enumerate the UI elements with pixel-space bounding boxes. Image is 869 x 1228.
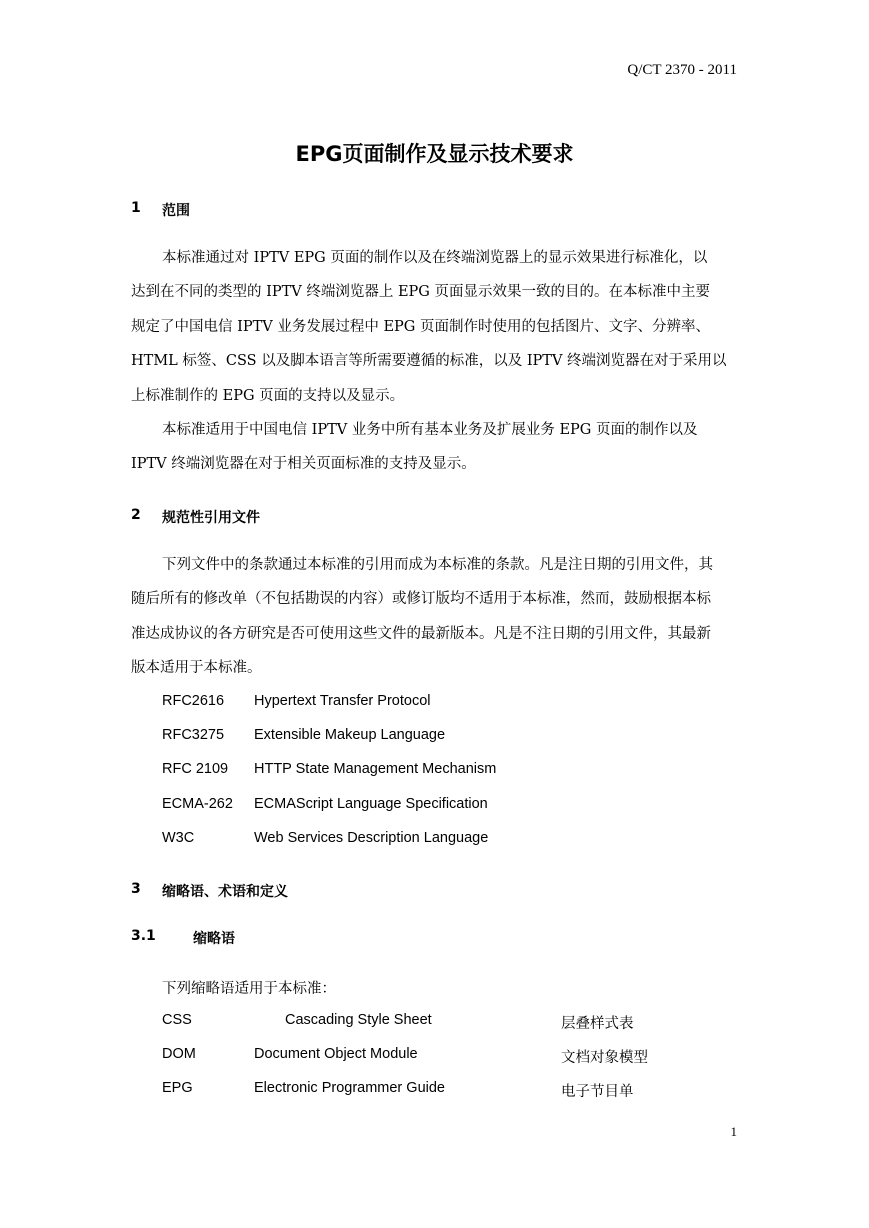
text-line: 随后所有的修改单（不包括勘误的内容）或修订版均不适用于本标准，然而，鼓励根据本标 <box>131 591 711 608</box>
abbreviation-code: EPG <box>162 1080 193 1096</box>
text-line: 本标准适用于中国电信 IPTV 业务中所有基本业务及扩展业务 EPG 页面的制作以及 <box>162 422 698 438</box>
reference-code: RFC 2109 <box>162 761 229 777</box>
abbreviation-chinese-name: 文档对象模型 <box>561 1050 648 1066</box>
reference-title: Web Services Description Language <box>254 830 489 846</box>
standard-id: Q/CT 2370 - 2011 <box>627 62 737 78</box>
reference-code: RFC2616 <box>162 693 225 709</box>
text-line: 上标准制作的 EPG 页面的支持以及显示。 <box>131 387 405 404</box>
section-3-1-title: 缩略语 <box>193 931 235 947</box>
abbreviation-chinese-name: 层叠样式表 <box>561 1016 634 1032</box>
text-line: 下列文件中的条款通过本标准的引用而成为本标准的条款。凡是注日期的引用文件，其 <box>162 557 713 573</box>
text-line: HTML 标签、CSS 以及脚本语言等所需要遵循的标准，以及 IPTV 终端浏览器在对于采用以 <box>131 353 727 370</box>
section-2-number: 2 <box>131 507 141 523</box>
text-line: IPTV 终端浏览器在对于相关页面标准的支持及显示。 <box>131 456 476 473</box>
reference-title: Extensible Makeup Language <box>254 727 446 743</box>
section-1-number: 1 <box>131 200 141 216</box>
reference-title: ECMAScript Language Specification <box>254 796 488 812</box>
abbreviation-full-name: Document Object Module <box>254 1046 418 1062</box>
text-line: 规定了中国电信 IPTV 业务发展过程中 EPG 页面制作时使用的包括图片、文字、分辨率、 <box>131 318 710 335</box>
page-number: 1 <box>730 1124 737 1139</box>
section-1-paragraph-1 <box>131 241 737 413</box>
abbreviation-chinese-name: 电子节目单 <box>561 1084 634 1100</box>
section-2-paragraph <box>131 548 737 686</box>
document-title: EPG页面制作及显示技术要求 <box>295 142 574 166</box>
section-1-paragraph-2 <box>131 413 737 482</box>
section-3-number: 3 <box>131 881 141 897</box>
reference-code: W3C <box>162 830 195 846</box>
section-1-title: 范围 <box>162 203 190 219</box>
section-3-1-number: 3.1 <box>131 928 156 944</box>
abbreviation-full-name: Electronic Programmer Guide <box>254 1080 445 1096</box>
abbreviation-code: DOM <box>162 1046 196 1062</box>
section-3-title: 缩略语、术语和定义 <box>162 884 288 900</box>
reference-title: Hypertext Transfer Protocol <box>254 693 431 709</box>
abbreviation-code: CSS <box>162 1012 192 1028</box>
text-line: 版本适用于本标准。 <box>131 660 262 677</box>
reference-code: RFC3275 <box>162 727 225 743</box>
abbreviation-full-name: Cascading Style Sheet <box>285 1012 432 1028</box>
abbreviations-intro: 下列缩略语适用于本标准： <box>162 981 336 997</box>
reference-title: HTTP State Management Mechanism <box>254 761 497 777</box>
text-line: 准达成协议的各方研究是否可使用这些文件的最新版本。凡是不注日期的引用文件，其最新 <box>131 625 711 642</box>
reference-code: ECMA-262 <box>162 796 233 812</box>
section-2-title: 规范性引用文件 <box>162 510 260 526</box>
text-line: 达到在不同的类型的 IPTV 终端浏览器上 EPG 页面显示效果一致的目的。在本标准中主要 <box>131 284 710 301</box>
text-line: 本标准通过对 IPTV EPG 页面的制作以及在终端浏览器上的显示效果进行标准化，以 <box>162 250 708 266</box>
